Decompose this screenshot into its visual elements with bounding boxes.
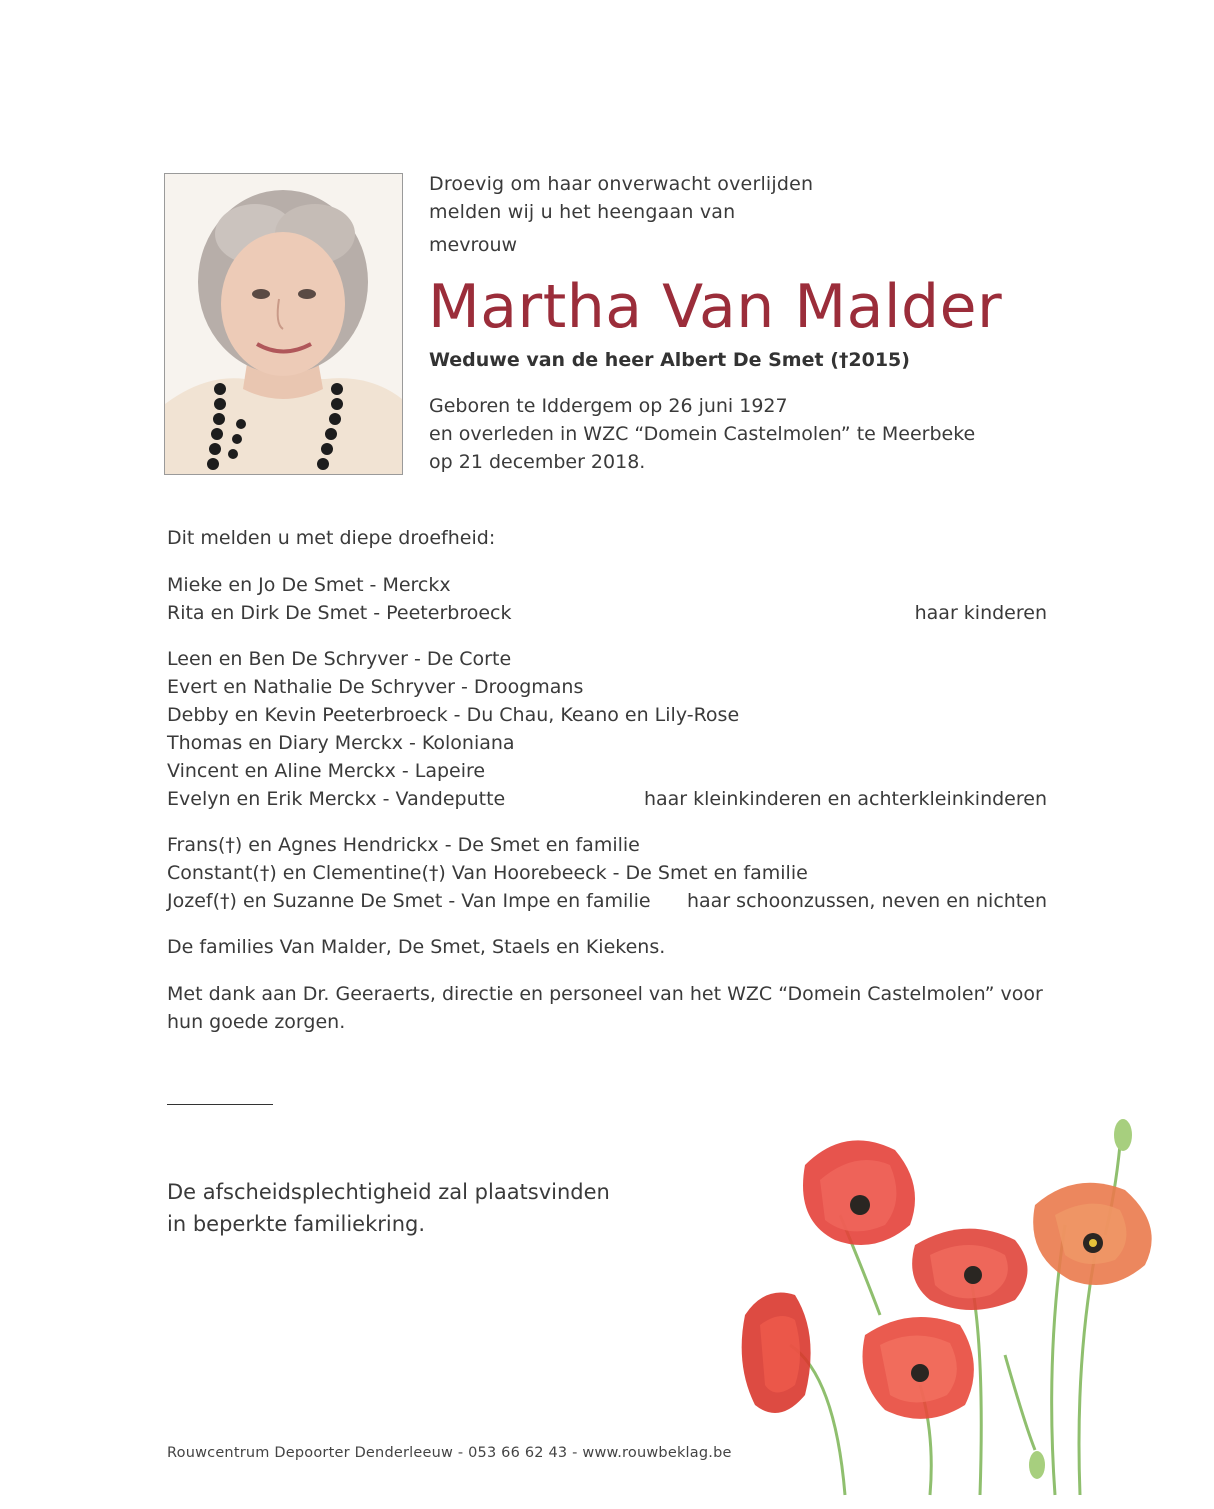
ceremony-line-1: De afscheidsplechtigheid zal plaatsvinden	[167, 1180, 610, 1204]
poppy-flower	[742, 1293, 811, 1414]
family-name: Leen en Ben De Schryver - De Corte	[167, 648, 512, 670]
family-name: Debby en Kevin Peeterbroeck - Du Chau, Keano en Lily-Rose	[167, 704, 740, 726]
family-row	[167, 599, 1047, 627]
separator-line	[167, 1104, 273, 1105]
deceased-name: Martha Van Malder	[428, 272, 1003, 342]
family-row	[167, 887, 1047, 915]
poppy-flower	[863, 1317, 974, 1419]
family-row	[167, 831, 1047, 859]
footer-contact: Rouwcentrum Depoorter Denderleeuw - 053 66 62 43 - www.rouwbeklag.be	[167, 1445, 732, 1461]
family-name: Frans(†) en Agnes Hendrickx - De Smet en familie	[167, 834, 640, 856]
poppy-flower	[803, 1140, 915, 1245]
intro-line-1: Droevig om haar onverwacht overlijden	[429, 173, 814, 195]
family-row	[167, 645, 1047, 673]
family-row	[167, 673, 1047, 701]
birth-death-info	[429, 392, 975, 476]
family-name: Evelyn en Erik Merckx - Vandeputte	[167, 788, 506, 810]
relation-label: haar schoonzussen, neven en nichten	[687, 890, 1047, 912]
family-row	[167, 757, 1047, 785]
poppy-flower	[912, 1229, 1027, 1310]
birth-line-1: Geboren te Iddergem op 26 juni 1927	[429, 395, 788, 417]
poppies-illustration	[725, 1105, 1205, 1505]
relation-label: haar kinderen	[914, 602, 1047, 624]
relation-label: haar kleinkinderen en achterkleinkinderen	[643, 788, 1047, 810]
family-name: Rita en Dirk De Smet - Peeterbroeck	[167, 602, 512, 624]
family-name: Thomas en Diary Merckx - Koloniana	[167, 732, 515, 754]
family-name: Vincent en Aline Merckx - Lapeire	[167, 760, 486, 782]
family-row	[167, 785, 1047, 813]
widow-line: Weduwe van de heer Albert De Smet (†2015)	[429, 349, 910, 371]
portrait-photo	[164, 173, 403, 475]
family-row	[167, 859, 1047, 887]
intro-line-2: melden wij u het heengaan van	[429, 201, 736, 223]
announce-line: Dit melden u met diepe droefheid:	[167, 527, 496, 549]
birth-line-3: op 21 december 2018.	[429, 451, 646, 473]
family-row	[167, 729, 1047, 757]
intro-text	[429, 170, 813, 226]
family-row	[167, 701, 1047, 729]
families-line: De families Van Malder, De Smet, Staels en Kiekens.	[167, 936, 666, 958]
title-word: mevrouw	[429, 234, 518, 256]
ceremony-line-2: in beperkte familiekring.	[167, 1212, 426, 1236]
thanks-text: Met dank aan Dr. Geeraerts, directie en personeel van het WZC “Domein Castelmolen” voor hun goede zorgen.	[167, 983, 1043, 1033]
poppy-flower	[1033, 1183, 1151, 1285]
family-row	[167, 571, 1047, 599]
family-name: Evert en Nathalie De Schryver - Droogmans	[167, 676, 584, 698]
family-name: Mieke en Jo De Smet - Merckx	[167, 574, 451, 596]
birth-line-2: en overleden in WZC “Domein Castelmolen” te Meerbeke	[429, 423, 976, 445]
family-name: Jozef(†) en Suzanne De Smet - Van Impe en familie	[167, 890, 651, 912]
ceremony-info	[167, 1176, 610, 1240]
family-name: Constant(†) en Clementine(†) Van Hoorebeeck - De Smet en familie	[167, 862, 808, 884]
